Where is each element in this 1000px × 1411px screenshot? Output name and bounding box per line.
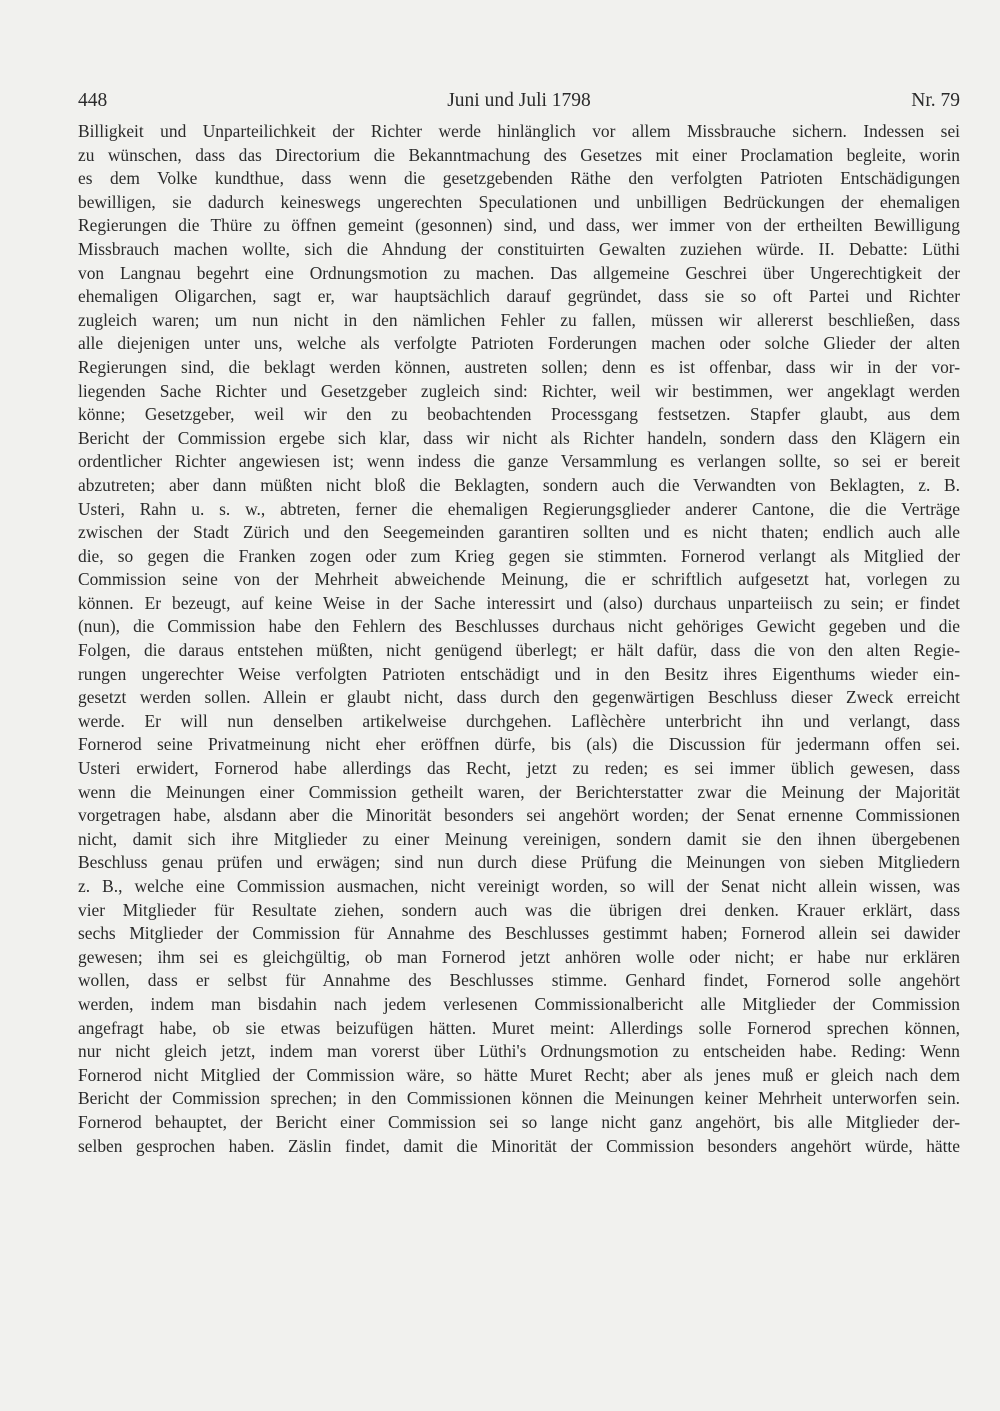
text-line: vier Mitglieder für Resultate ziehen, sondern auch was die übrigen drei denken. Krauer erklärt, dass [78,899,960,920]
text-line: sechs Mitglieder der Commission für Annahme des Beschlusses gestimmt haben; Fornerod allein sei dawider [78,923,960,944]
text-line: vorgetragen habe, alsdann aber die Minorität besonders sei angehört worden; der Senat ernenne Commissionen [78,805,960,826]
text-line: gesetzt werden sollen. Allein er glaubt nicht, dass durch den gegenwärtigen Beschluss dieser Zweck erreicht [78,687,960,708]
body-text [78,120,960,1158]
text-line: Usteri, Rahn u. s. w., abtreten, ferner die ehemaligen Regierungsglieder anderer Cantone, die die Verträge [78,498,960,519]
text-line: von Langnau begehrt eine Ordnungsmotion zu machen. Das allgemeine Geschrei über Ungerechtigkeit der [78,262,960,283]
text-line: wenn die Meinungen einer Commission getheilt waren, der Berichterstatter zwar die Meinung der Majorität [78,781,960,802]
text-line: nur nicht gleich jetzt, indem man vorerst über Lüthi's Ordnungsmotion zu entscheiden habe. Reding: Wenn [78,1041,960,1062]
text-line: (nun), die Commission habe den Fehlern des Beschlusses durchaus nicht gehöriges Gewicht gegeben und die [78,616,960,637]
text-line: die, so gegen die Franken zogen oder zum Krieg gegen sie stimmten. Fornerod verlangt als Mitglied der [78,545,960,566]
text-line: bewilligen, sie dadurch keineswegs ungerechten Speculationen und unbilligen Bedrückungen der ehemaligen [78,191,960,212]
text-line: Fornerod behauptet, der Bericht einer Commission sei so lange nicht ganz angehört, bis alle Mitglieder der- [78,1111,960,1132]
text-line: Beschluss genau prüfen und erwägen; sind nun durch diese Prüfung die Meinungen von sieben Mitgliedern [78,852,960,873]
text-line: liegenden Sache Richter und Gesetzgeber zugleich sind: Richter, weil wir bestimmen, wer angeklagt werden [78,380,960,401]
text-line: zugleich waren; um nun nicht in den nämlichen Fehler zu fallen, müssen wir allererst beschließen, dass [78,309,960,330]
text-line: Fornerod seine Privatmeinung nicht eher eröffnen dürfe, bis (als) die Discussion für jedermann offen sei. [78,734,960,755]
text-line: werde. Er will nun denselben artikelweise durchgehen. Laflèchère unterbricht ihn und verlangt, dass [78,710,960,731]
text-line: Regierungen sind, die beklagt werden können, austreten sollen; denn es ist offenbar, dass wir in der vor- [78,356,960,377]
text-line: ordentlicher Richter angewiesen ist; wenn indess die ganze Versammlung es verlangen sollte, so sei er bereit [78,451,960,472]
text-line: rungen ungerechter Weise verfolgten Patrioten entschädigt und in den Besitz ihres Eigenthums wieder ein- [78,663,960,684]
text-line: zu wünschen, dass das Directorium die Bekanntmachung des Gesetzes mit einer Proclamation begleite, worin [78,144,960,165]
text-line: nicht, damit sich ihre Mitglieder zu einer Meinung vereinigen, sondern damit sie den ihnen übergebenen [78,828,960,849]
text-line: Regierungen die Thüre zu öffnen gemeint (gesonnen) sind, und dass, wer immer von der ertheilten Bewilligung [78,215,960,236]
text-line: abzutreten; aber dann müßten nicht bloß die Beklagten, sondern auch die Verwandten von Beklagten, z. B. [78,474,960,495]
text-line: Bericht der Commission sprechen; in den Commissionen können die Meinungen keiner Mehrheit unterworfen sein. [78,1088,960,1109]
text-line: Usteri erwidert, Fornerod habe allerdings das Recht, jetzt zu reden; es sei immer üblich gewesen, dass [78,758,960,779]
text-line: Bericht der Commission ergebe sich klar, dass wir nicht als Richter handeln, sondern dass den Klägern ein [78,427,960,448]
text-line: Commission seine von der Mehrheit abweichende Meinung, die er schriftlich aufgesetzt hat, vorlegen zu [78,569,960,590]
text-line: können. Er bezeugt, auf keine Weise in der Sache interessirt und (also) durchaus unparteiisch zu sein; er findet [78,592,960,613]
text-line: ehemaligen Oligarchen, sagt er, war hauptsächlich darauf gegründet, dass sie so oft Partei und Richter [78,286,960,307]
text-line: selben gesprochen haben. Zäslin findet, damit die Minorität der Commission besonders angehört würde, hätte [78,1135,960,1156]
text-line: Billigkeit und Unparteilichkeit der Richter werde hinlänglich vor allem Missbrauche sichern. Indessen sei [78,121,960,141]
running-title: Juni und Juli 1798 [447,90,591,111]
text-line: es dem Volke kundthue, dass wenn die gesetzgebenden Räthe den verfolgten Patrioten Entschädigungen [78,168,960,189]
text-line: Missbrauch machen wollte, sich die Ahndung der constituirten Gewalten zuziehen würde. II. Debatte: Lüthi [78,238,960,259]
text-line: werden, indem man bisdahin nach jedem verlesenen Commissionalbericht alle Mitglieder der Commission [78,993,960,1014]
text-line: zwischen der Stadt Zürich und den Seegemeinden garantiren sollten und es nicht thaten; endlich auch alle [78,522,960,543]
text-line: wollen, dass er selbst für Annahme des Beschlusses stimme. Genhard findet, Fornerod solle angehört [78,970,960,991]
text-line: Fornerod nicht Mitglied der Commission wäre, so hätte Muret Recht; aber als jenes muß er gleich nach dem [78,1064,960,1085]
text-line: gewesen; ihm sei es gleichgültig, ob man Fornerod jetzt anhören wolle oder nicht; er habe nur erklären [78,946,960,967]
text-line: könne; Gesetzgeber, weil wir den zu beobachtenden Processgang festsetzen. Stapfer glaubt, aus dem [78,404,960,425]
text-line: angefragt habe, ob sie etwas beizufügen hätten. Muret meint: Allerdings solle Fornerod sprechen können, [78,1017,960,1038]
text-line: z. B., welche eine Commission ausmachen, nicht vereinigt worden, so will der Senat nicht allein wissen, was [78,876,960,896]
entry-number: Nr. 79 [911,90,960,111]
page-number: 448 [78,90,108,111]
text-line: Folgen, die daraus entstehen müßten, nicht genügend überlegt; er hält dafür, dass die von den alten Regie- [78,640,960,661]
text-line: alle diejenigen unter uns, welche als verfolgte Patrioten Forderungen machen oder solche Glieder der alten [78,333,960,354]
page-header [78,88,960,114]
